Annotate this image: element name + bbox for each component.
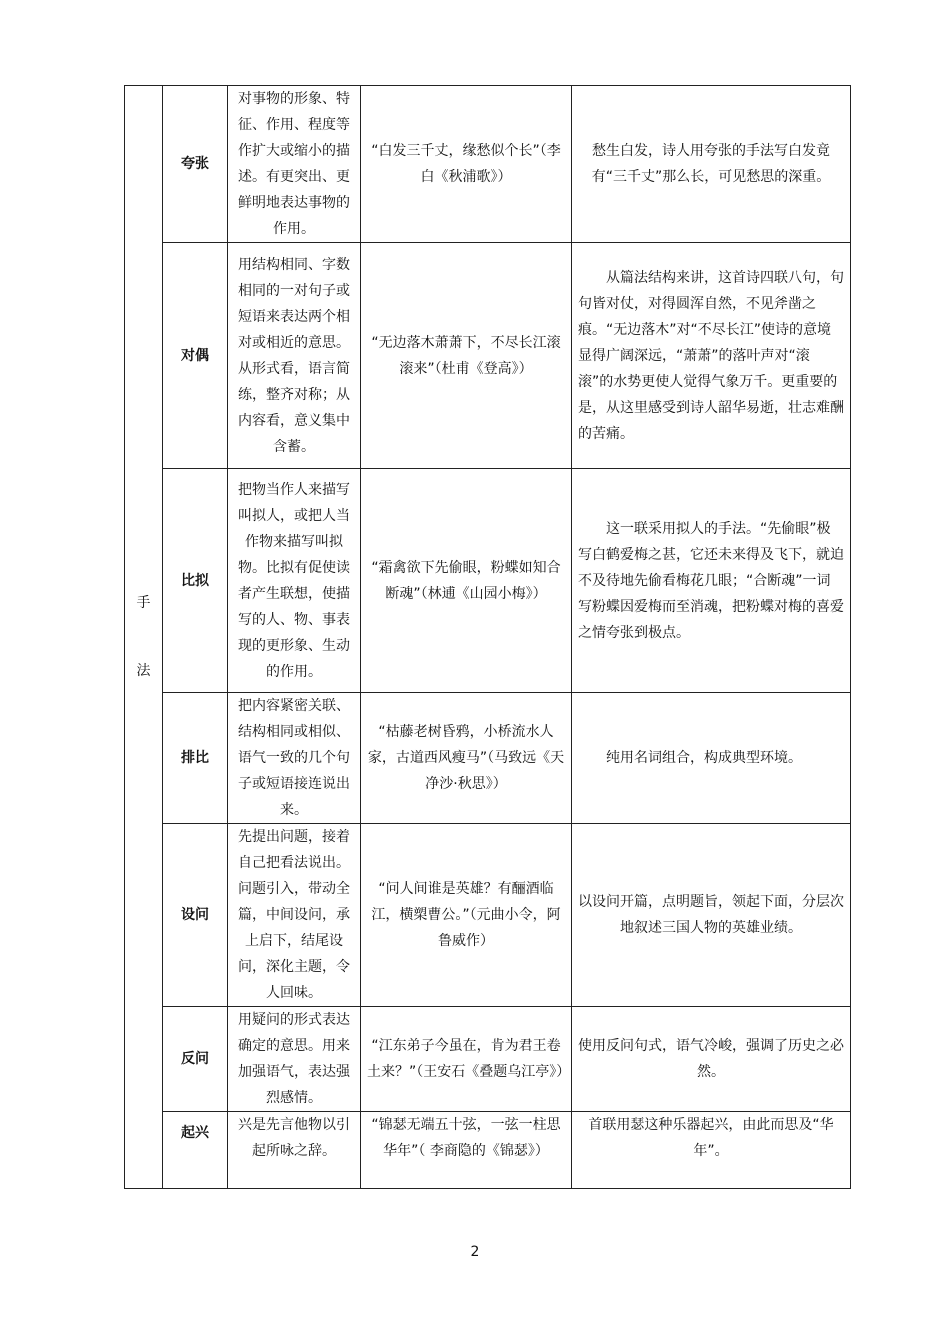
technique-definition: 兴是先言他物以引起所咏之辞。 [228, 1112, 361, 1189]
technique-analysis: 纯用名词组合，构成典型环境。 [572, 693, 851, 824]
technique-analysis: 从篇法结构来讲，这首诗四联八句，句句皆对仗，对得圆浑自然，不见斧凿之痕。“无边落木”对“不尽长江”使诗的意境显得广阔深远，“萧萧”的落叶声对“滚滚”的水势更使人觉得气象万千。更重要的是，从这里感受到诗人韶华易逝，壮志难酬的苦痛。 [572, 243, 851, 469]
table-row [125, 86, 851, 243]
technique-example: “枯藤老树昏鸦，小桥流水人家，古道西风瘦马”（马致远《天净沙·秋思》） [361, 693, 572, 824]
technique-name: 反问 [163, 1007, 228, 1112]
technique-definition: 把物当作人来描写叫拟人，或把人当作物来描写叫拟物。比拟有促使读者产生联想，使描写的人、物、事表现的更形象、生动的作用。 [228, 469, 361, 693]
table-row [125, 824, 851, 1007]
technique-definition: 先提出问题，接着自己把看法说出。问题引入，带动全篇，中间设问，承上启下，结尾设问，深化主题，令人回味。 [228, 824, 361, 1007]
technique-definition: 对事物的形象、特征、作用、程度等作扩大或缩小的描述。有更突出、更鲜明地表达事物的作用。 [228, 86, 361, 243]
technique-analysis: 首联用瑟这种乐器起兴，由此而思及“华年”。 [572, 1112, 851, 1189]
technique-definition: 用结构相同、字数相同的一对句子或短语来表达两个相对或相近的意思。从形式看，语言简练，整齐对称；从内容看，意义集中含蓄。 [228, 243, 361, 469]
rhetoric-table [124, 85, 851, 1189]
technique-definition: 把内容紧密关联、结构相同或相似、语气一致的几个句子或短语接连说出来。 [228, 693, 361, 824]
category-char: 法 [136, 663, 151, 679]
technique-example: “锦瑟无端五十弦，一弦一柱思华年”（ 李商隐的《锦瑟》） [361, 1112, 572, 1189]
table-row [125, 469, 851, 693]
technique-example: “无边落木萧萧下，不尽长江滚滚来”（杜甫《登高》） [361, 243, 572, 469]
category-cell [125, 86, 163, 1189]
category-char: 手 [136, 595, 151, 611]
page-number: 2 [470, 1244, 480, 1260]
table-row [125, 693, 851, 824]
technique-analysis: 愁生白发，诗人用夸张的手法写白发竟有“三千丈”那么长，可见愁思的深重。 [572, 86, 851, 243]
technique-example: “白发三千丈，缘愁似个长”（李白《秋浦歌》） [361, 86, 572, 243]
technique-name: 排比 [163, 693, 228, 824]
technique-analysis: 这一联采用拟人的手法。“先偷眼”极写白鹤爱梅之甚，它还未来得及飞下，就迫不及待地先偷看梅花几眼；“合断魂”一词写粉蝶因爱梅而至消魂，把粉蝶对梅的喜爱之情夸张到极点。 [572, 469, 851, 693]
technique-analysis: 以设问开篇，点明题旨，领起下面，分层次地叙述三国人物的英雄业绩。 [572, 824, 851, 1007]
technique-name: 设问 [163, 824, 228, 1007]
table-row [125, 1112, 851, 1189]
technique-definition: 用疑问的形式表达确定的意思。用来加强语气，表达强烈感情。 [228, 1007, 361, 1112]
technique-name: 起兴 [163, 1112, 228, 1189]
technique-example: “问人间谁是英雄？有酾酒临江，横槊曹公。”（元曲小令，阿鲁威作） [361, 824, 572, 1007]
technique-name: 夸张 [163, 86, 228, 243]
technique-analysis: 使用反问句式，语气冷峻，强调了历史之必然。 [572, 1007, 851, 1112]
technique-name: 比拟 [163, 469, 228, 693]
technique-name: 对偶 [163, 243, 228, 469]
technique-example: “江东弟子今虽在，肯为君王卷土来？”（王安石《叠题乌江亭》） [361, 1007, 572, 1112]
table-row [125, 1007, 851, 1112]
technique-example: “霜禽欲下先偷眼，粉蝶如知合断魂”（林逋《山园小梅》） [361, 469, 572, 693]
table-row [125, 243, 851, 469]
